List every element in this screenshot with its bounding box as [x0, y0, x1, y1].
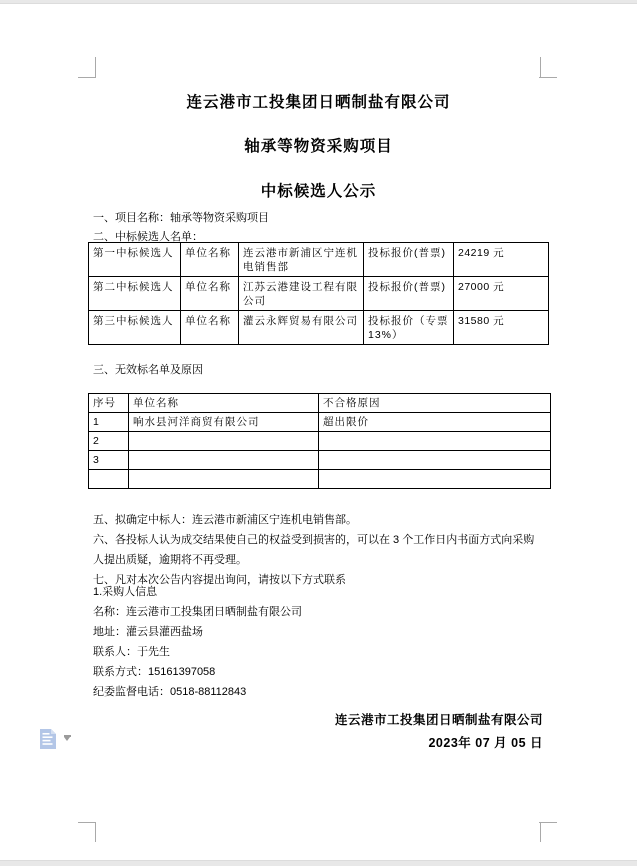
- unit-name-label: 单位名称: [181, 243, 239, 277]
- serial-number: 1: [89, 413, 129, 432]
- unit-name-value: 江苏云港建设工程有限公司: [239, 277, 364, 311]
- candidate-rank: 第一中标候选人: [89, 243, 181, 277]
- closing-paragraphs: [93, 510, 545, 590]
- paste-options-button[interactable]: [39, 728, 75, 752]
- price-value: 31580 元: [454, 311, 549, 345]
- table-row: [89, 277, 549, 311]
- buyer-contact-phone: 联系方式：15161397058: [93, 666, 216, 678]
- document-title-announcement: 中标候选人公示: [260, 183, 377, 200]
- unit-name-value: [129, 451, 319, 470]
- serial-number: [89, 470, 129, 489]
- candidate-rank: 第三中标候选人: [89, 311, 181, 345]
- unit-name-value: 灌云永辉贸易有限公司: [239, 311, 364, 345]
- signature-block: [100, 709, 543, 754]
- crop-mark-top-right-horizontal: [539, 77, 557, 78]
- table-row: [89, 311, 549, 345]
- unit-name-value: 连云港市新浦区宁连机电销售部: [239, 243, 364, 277]
- crop-mark-top-left-horizontal: [78, 77, 96, 78]
- paragraph-project-name: 一、项目名称：轴承等物资采购项目: [93, 212, 269, 224]
- unit-name-value: [129, 470, 319, 489]
- serial-number: 2: [89, 432, 129, 451]
- price-label: 投标报价(普票): [364, 243, 454, 277]
- table-row: [89, 243, 549, 277]
- crop-mark-top-right-vertical: [540, 57, 541, 77]
- table-header-row: [89, 394, 551, 413]
- crop-mark-bottom-right-horizontal: [539, 822, 557, 823]
- table-row: [89, 432, 551, 451]
- fail-reason-value: [319, 451, 551, 470]
- signature-date: 2023年 07 月 05 日: [428, 735, 543, 750]
- paragraph-candidates-list-heading: 二、中标候选人名单：: [93, 231, 203, 243]
- paragraph-invalid-bids-heading: 三、无效标名单及原因: [93, 364, 203, 376]
- price-label: 投标报价(普票): [364, 277, 454, 311]
- invalid-bids-table: [88, 393, 551, 489]
- serial-number: 3: [89, 451, 129, 470]
- document-title-project: 轴承等物资采购项目: [244, 138, 393, 155]
- header-unit-name: 单位名称: [129, 394, 319, 413]
- crop-mark-top-left-vertical: [95, 57, 96, 77]
- document-title-company: 连云港市工投集团日晒制盐有限公司: [186, 94, 451, 111]
- paragraph-inquiry: 七、凡对本次公告内容提出询问，请按以下方式联系: [93, 574, 346, 586]
- candidate-rank: 第二中标候选人: [89, 277, 181, 311]
- header-fail-reason: 不合格原因: [319, 394, 551, 413]
- table-row: [89, 413, 551, 432]
- price-value: 24219 元: [454, 243, 549, 277]
- unit-name-value: 响水县河洋商贸有限公司: [129, 413, 319, 432]
- paragraph-objection: 六、各投标人认为成交结果使自己的权益受到损害的，可以在 3 个工作日内书面方式向采购人提出质疑，逾期将不再受理。: [93, 534, 535, 566]
- buyer-supervision-phone: 纪委监督电话：0518-88112843: [93, 686, 247, 698]
- buyer-info-block: [93, 582, 545, 702]
- signature-company: 连云港市工投集团日晒制盐有限公司: [334, 713, 543, 727]
- crop-mark-bottom-left-vertical: [95, 822, 96, 842]
- paragraph-winner: 五、拟确定中标人：连云港市新浦区宁连机电销售部。: [93, 514, 357, 526]
- fail-reason-value: [319, 470, 551, 489]
- crop-mark-bottom-left-horizontal: [78, 822, 96, 823]
- unit-name-label: 单位名称: [181, 277, 239, 311]
- header-serial-number: 序号: [89, 394, 129, 413]
- candidates-table: [88, 242, 549, 345]
- unit-name-label: 单位名称: [181, 311, 239, 345]
- buyer-contact-person: 联系人：于先生: [93, 646, 170, 658]
- fail-reason-value: 超出限价: [319, 413, 551, 432]
- app-background-strip-top: [0, 0, 637, 4]
- price-value: 27000 元: [454, 277, 549, 311]
- buyer-name: 名称：连云港市工投集团日晒制盐有限公司: [93, 606, 302, 618]
- app-background-strip-bottom: [0, 860, 637, 866]
- fail-reason-value: [319, 432, 551, 451]
- dropdown-arrow-icon: [63, 735, 72, 744]
- buyer-info-heading: 1.采购人信息: [93, 586, 158, 598]
- table-row: [89, 470, 551, 489]
- crop-mark-bottom-right-vertical: [540, 822, 541, 842]
- price-label: 投标报价（专票13%）: [364, 311, 454, 345]
- table-row: [89, 451, 551, 470]
- unit-name-value: [129, 432, 319, 451]
- buyer-address: 地址：灌云县灌西盐场: [93, 626, 203, 638]
